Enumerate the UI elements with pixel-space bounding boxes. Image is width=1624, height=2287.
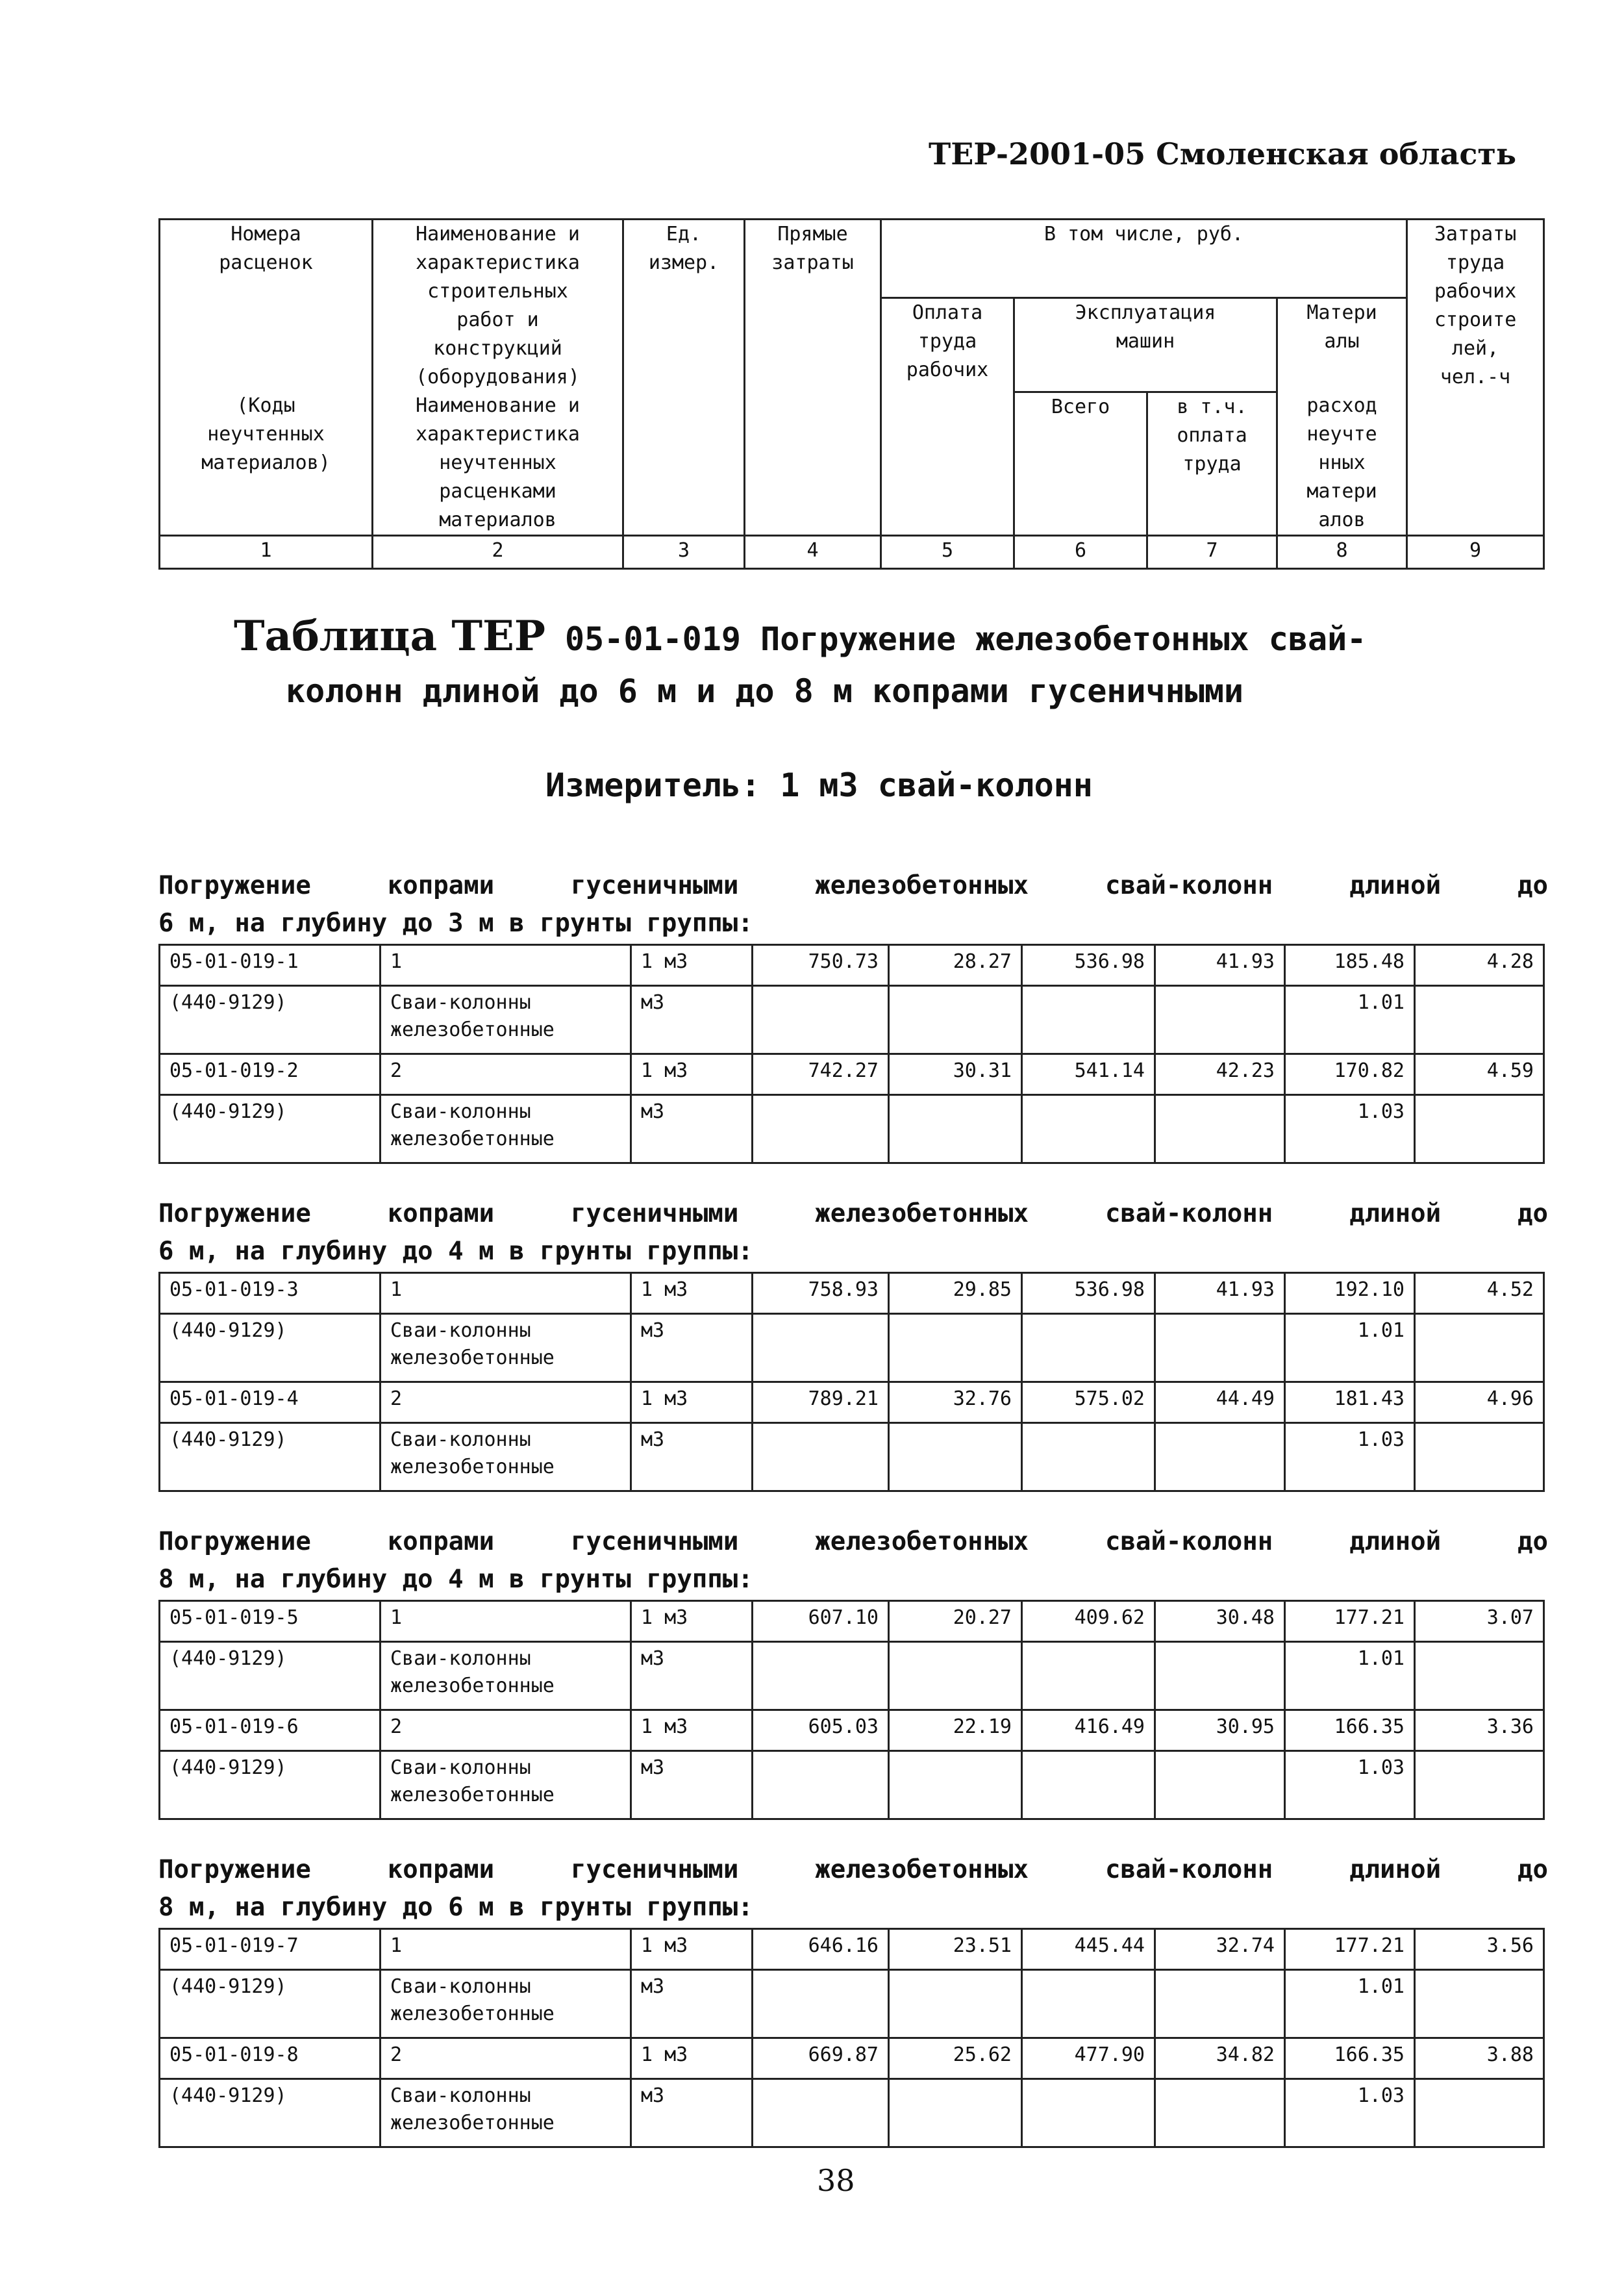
col3-header: Ед. измер. [623, 220, 745, 536]
cell-hours: 3.56 [1415, 1929, 1544, 1970]
column-number: 7 [1147, 536, 1277, 569]
table-row [160, 2079, 1544, 2147]
cell-code: (440-9129) [160, 1642, 381, 1710]
cell-materials: 192.10 [1285, 1273, 1415, 1314]
cell-machines-labor: 41.93 [1155, 1273, 1285, 1314]
cell-hours [1415, 1642, 1544, 1710]
cell-name: 1 [381, 1929, 631, 1970]
cell-machines-labor [1155, 1314, 1285, 1382]
cell-labor [889, 1970, 1022, 2038]
cell-unit: м3 [631, 1423, 753, 1491]
cell-unit: 1 м3 [631, 1601, 753, 1642]
cell-labor: 22.19 [889, 1710, 1022, 1751]
cell-labor [889, 1095, 1022, 1163]
cell-labor [889, 1423, 1022, 1491]
cell-machines: 536.98 [1022, 1273, 1155, 1314]
cell-hours [1415, 2079, 1544, 2147]
cell-machines-labor [1155, 1095, 1285, 1163]
cell-machines: 575.02 [1022, 1382, 1155, 1423]
section-title-line2: 6 м, на глубину до 3 м в грунты группы: [158, 909, 753, 938]
cell-machines-labor [1155, 1970, 1285, 2038]
cell-machines [1022, 986, 1155, 1054]
rates-table [158, 1928, 1545, 2148]
section-title-line2: 8 м, на глубину до 4 м в грунты группы: [158, 1565, 753, 1594]
cell-code: 05-01-019-2 [160, 1054, 381, 1095]
cell-materials: 1.03 [1285, 2079, 1415, 2147]
cell-name: Сваи-колонны железобетонные [381, 1314, 631, 1382]
cell-machines-labor: 30.95 [1155, 1710, 1285, 1751]
cell-unit: м3 [631, 2079, 753, 2147]
cell-machines [1022, 1642, 1155, 1710]
col1-header-top: Номера расценок [160, 220, 373, 392]
column-numbers-row [160, 536, 1544, 569]
section-title-line2: 8 м, на глубину до 6 м в грунты группы: [158, 1893, 753, 1922]
cell-machines [1022, 1751, 1155, 1819]
column-number: 1 [160, 536, 373, 569]
cell-code: 05-01-019-1 [160, 945, 381, 986]
table-row [160, 1095, 1544, 1163]
cell-unit: 1 м3 [631, 1273, 753, 1314]
cell-machines-labor [1155, 2079, 1285, 2147]
table-title [234, 611, 1532, 717]
cell-name: 2 [381, 1382, 631, 1423]
table-row [160, 1273, 1544, 1314]
col8-header-top: Матери алы [1277, 298, 1407, 392]
col1-header-bottom: (Коды неучтенных материалов) [160, 392, 373, 536]
cell-unit: 1 м3 [631, 945, 753, 986]
cell-machines: 409.62 [1022, 1601, 1155, 1642]
cell-machines-labor: 32.74 [1155, 1929, 1285, 1970]
cell-labor: 29.85 [889, 1273, 1022, 1314]
cell-name: 2 [381, 2038, 631, 2079]
column-header-table [158, 218, 1545, 570]
cell-machines-labor: 34.82 [1155, 2038, 1285, 2079]
cell-hours [1415, 1095, 1544, 1163]
cell-machines-labor [1155, 1751, 1285, 1819]
cell-direct: 789.21 [753, 1382, 889, 1423]
column-number: 3 [623, 536, 745, 569]
cell-labor: 25.62 [889, 2038, 1022, 2079]
cell-machines: 477.90 [1022, 2038, 1155, 2079]
section-title-line1: Погружение копрами гусеничными железобетонных свай-колонн длиной до [158, 1527, 1548, 1556]
table-title-line2: колонн длиной до 6 м и до 8 м копрами гусеничными [286, 672, 1244, 710]
rates-table [158, 944, 1545, 1164]
cell-code: (440-9129) [160, 1423, 381, 1491]
cell-unit: 1 м3 [631, 1054, 753, 1095]
cell-machines: 416.49 [1022, 1710, 1155, 1751]
cell-machines-labor [1155, 1642, 1285, 1710]
cell-name: Сваи-колонны железобетонные [381, 1970, 631, 2038]
cell-machines [1022, 1095, 1155, 1163]
cell-labor [889, 1751, 1022, 1819]
section-title [158, 1195, 1548, 1270]
cell-unit: м3 [631, 1970, 753, 2038]
cell-materials: 1.01 [1285, 1970, 1415, 2038]
col5-header: Оплата труда рабочих [881, 298, 1014, 536]
table-title-line1: Погружение железобетонных свай- [760, 620, 1367, 658]
cell-direct [753, 1642, 889, 1710]
cell-hours: 4.28 [1415, 945, 1544, 986]
cell-unit: 1 м3 [631, 1382, 753, 1423]
section-title-line1: Погружение копрами гусеничными железобетонных свай-колонн длиной до [158, 1855, 1548, 1884]
page-number: 38 [817, 2163, 855, 2198]
column-number: 6 [1014, 536, 1147, 569]
table-row [160, 2038, 1544, 2079]
cell-machines-labor [1155, 986, 1285, 1054]
cell-name: Сваи-колонны железобетонные [381, 1095, 631, 1163]
cell-machines-labor: 41.93 [1155, 945, 1285, 986]
cell-labor: 30.31 [889, 1054, 1022, 1095]
cell-machines: 445.44 [1022, 1929, 1155, 1970]
cell-name: 1 [381, 945, 631, 986]
table-title-code: 05-01-019 [565, 620, 741, 658]
cell-direct: 742.27 [753, 1054, 889, 1095]
document-header: ТЕР-2001-05 Смоленская область [929, 136, 1517, 171]
cell-unit: м3 [631, 1095, 753, 1163]
cell-materials: 166.35 [1285, 1710, 1415, 1751]
cell-name: Сваи-колонны железобетонные [381, 986, 631, 1054]
table-row [160, 1751, 1544, 1819]
col6-header: Всего [1014, 392, 1147, 536]
machines-header: Эксплуатация машин [1014, 298, 1277, 392]
cell-name: Сваи-колонны железобетонные [381, 2079, 631, 2147]
cell-code: (440-9129) [160, 2079, 381, 2147]
cell-materials: 166.35 [1285, 2038, 1415, 2079]
cell-direct [753, 1970, 889, 2038]
cell-direct: 758.93 [753, 1273, 889, 1314]
cell-code: 05-01-019-4 [160, 1382, 381, 1423]
cell-machines: 541.14 [1022, 1054, 1155, 1095]
col9-header: Затраты труда рабочих строите лей, чел.-ч [1407, 220, 1544, 536]
cell-labor: 20.27 [889, 1601, 1022, 1642]
cell-hours: 4.52 [1415, 1273, 1544, 1314]
cell-code: (440-9129) [160, 1751, 381, 1819]
cell-hours: 3.07 [1415, 1601, 1544, 1642]
table-row [160, 1382, 1544, 1423]
cell-machines [1022, 2079, 1155, 2147]
col8-header-bottom: расход неучте нных матери алов [1277, 392, 1407, 536]
table-row [160, 1642, 1544, 1710]
column-number: 8 [1277, 536, 1407, 569]
measure-unit: Измеритель: 1 м3 свай-колонн [545, 766, 1093, 804]
cell-name: 2 [381, 1710, 631, 1751]
cell-hours [1415, 1751, 1544, 1819]
cell-machines-labor: 44.49 [1155, 1382, 1285, 1423]
cell-labor: 32.76 [889, 1382, 1022, 1423]
section-title-line1: Погружение копрами гусеничными железобетонных свай-колонн длиной до [158, 1199, 1548, 1228]
cell-code: 05-01-019-6 [160, 1710, 381, 1751]
section-title [158, 1523, 1548, 1598]
table-row [160, 1929, 1544, 1970]
section-title [158, 1851, 1548, 1927]
cell-direct [753, 1423, 889, 1491]
cell-hours: 4.96 [1415, 1382, 1544, 1423]
cell-labor [889, 2079, 1022, 2147]
cell-hours: 3.88 [1415, 2038, 1544, 2079]
cell-code: (440-9129) [160, 986, 381, 1054]
cell-materials: 1.01 [1285, 1314, 1415, 1382]
cell-unit: 1 м3 [631, 1710, 753, 1751]
cell-machines-labor: 42.23 [1155, 1054, 1285, 1095]
cell-code: (440-9129) [160, 1314, 381, 1382]
cell-materials: 177.21 [1285, 1929, 1415, 1970]
table-row [160, 945, 1544, 986]
cell-code: 05-01-019-8 [160, 2038, 381, 2079]
cell-machines-labor: 30.48 [1155, 1601, 1285, 1642]
cell-name: Сваи-колонны железобетонные [381, 1423, 631, 1491]
group-header: В том числе, руб. [881, 220, 1407, 298]
col7-header: в т.ч. оплата труда [1147, 392, 1277, 536]
cell-name: 1 [381, 1601, 631, 1642]
cell-hours: 3.36 [1415, 1710, 1544, 1751]
table-title-prefix: Таблица ТЕР [234, 612, 545, 661]
table-row [160, 1601, 1544, 1642]
cell-materials: 1.01 [1285, 1642, 1415, 1710]
cell-name: 2 [381, 1054, 631, 1095]
rates-table [158, 1272, 1545, 1492]
cell-unit: 1 м3 [631, 2038, 753, 2079]
cell-hours [1415, 1970, 1544, 2038]
cell-direct [753, 1751, 889, 1819]
table-row [160, 1314, 1544, 1382]
column-number: 5 [881, 536, 1014, 569]
cell-direct [753, 2079, 889, 2147]
rates-table [158, 1600, 1545, 1820]
cell-materials: 177.21 [1285, 1601, 1415, 1642]
column-number: 2 [373, 536, 623, 569]
col4-header: Прямые затраты [745, 220, 881, 536]
column-number: 4 [745, 536, 881, 569]
table-row [160, 986, 1544, 1054]
cell-name: 1 [381, 1273, 631, 1314]
cell-code: 05-01-019-5 [160, 1601, 381, 1642]
cell-direct [753, 986, 889, 1054]
cell-direct [753, 1314, 889, 1382]
cell-code: (440-9129) [160, 1095, 381, 1163]
cell-unit: м3 [631, 1642, 753, 1710]
cell-unit: 1 м3 [631, 1929, 753, 1970]
table-row [160, 1710, 1544, 1751]
cell-labor: 23.51 [889, 1929, 1022, 1970]
col2-header-bottom: Наименование и характеристика неучтенных расценками материалов [373, 392, 623, 536]
cell-direct: 669.87 [753, 2038, 889, 2079]
col2-header-top: Наименование и характеристика строительных работ и конструкций (оборудования) [373, 220, 623, 392]
section-title-line1: Погружение копрами гусеничными железобетонных свай-колонн длиной до [158, 871, 1548, 900]
cell-hours [1415, 1314, 1544, 1382]
cell-direct: 607.10 [753, 1601, 889, 1642]
cell-materials: 185.48 [1285, 945, 1415, 986]
section-title-line2: 6 м, на глубину до 4 м в грунты группы: [158, 1237, 753, 1266]
cell-direct [753, 1095, 889, 1163]
cell-direct: 605.03 [753, 1710, 889, 1751]
cell-materials: 1.03 [1285, 1751, 1415, 1819]
column-number: 9 [1407, 536, 1544, 569]
cell-hours [1415, 986, 1544, 1054]
cell-labor: 28.27 [889, 945, 1022, 986]
table-row [160, 1423, 1544, 1491]
cell-labor [889, 1314, 1022, 1382]
cell-machines-labor [1155, 1423, 1285, 1491]
cell-unit: м3 [631, 1314, 753, 1382]
cell-machines [1022, 1314, 1155, 1382]
cell-code: (440-9129) [160, 1970, 381, 2038]
cell-unit: м3 [631, 986, 753, 1054]
cell-materials: 170.82 [1285, 1054, 1415, 1095]
cell-labor [889, 986, 1022, 1054]
table-row [160, 1970, 1544, 2038]
cell-materials: 1.03 [1285, 1423, 1415, 1491]
cell-name: Сваи-колонны железобетонные [381, 1751, 631, 1819]
cell-code: 05-01-019-7 [160, 1929, 381, 1970]
cell-labor [889, 1642, 1022, 1710]
cell-machines: 536.98 [1022, 945, 1155, 986]
cell-materials: 181.43 [1285, 1382, 1415, 1423]
cell-direct: 750.73 [753, 945, 889, 986]
table-row [160, 1054, 1544, 1095]
cell-hours: 4.59 [1415, 1054, 1544, 1095]
cell-direct: 646.16 [753, 1929, 889, 1970]
cell-unit: м3 [631, 1751, 753, 1819]
cell-hours [1415, 1423, 1544, 1491]
section-title [158, 867, 1548, 942]
cell-materials: 1.01 [1285, 986, 1415, 1054]
cell-code: 05-01-019-3 [160, 1273, 381, 1314]
cell-machines [1022, 1423, 1155, 1491]
cell-materials: 1.03 [1285, 1095, 1415, 1163]
cell-name: Сваи-колонны железобетонные [381, 1642, 631, 1710]
cell-machines [1022, 1970, 1155, 2038]
